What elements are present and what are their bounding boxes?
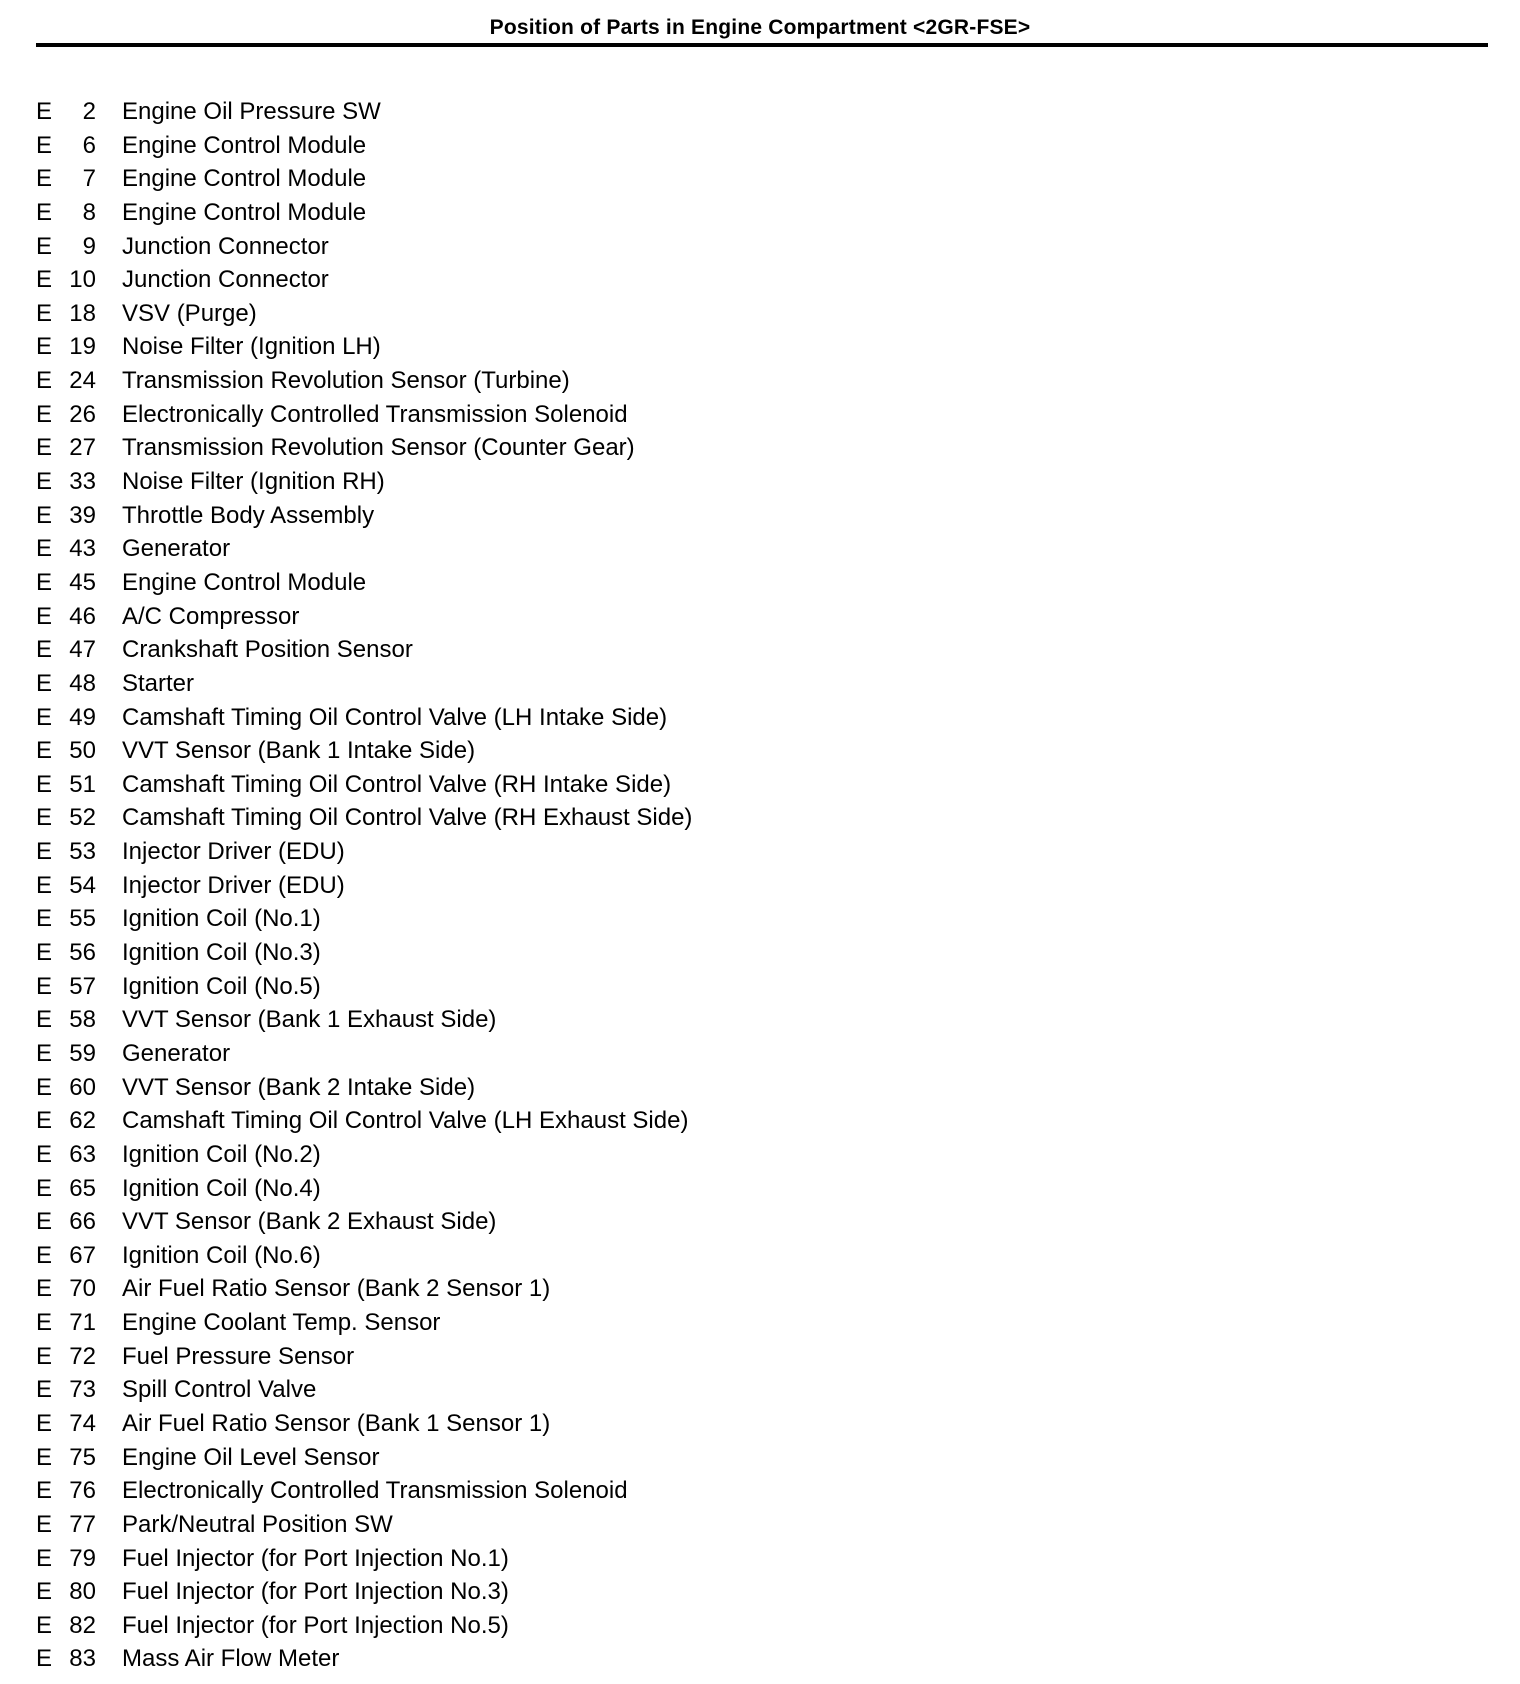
part-code-prefix: E	[36, 1510, 53, 1538]
part-code-prefix: E	[36, 333, 53, 361]
part-code-prefix: E	[36, 1477, 53, 1505]
part-code-prefix: E	[36, 98, 53, 125]
part-name: Ignition Coil (No.3)	[122, 939, 321, 967]
title-underline	[36, 43, 1488, 47]
part-code-prefix: E	[36, 1140, 53, 1168]
part-name: Transmission Revolution Sensor (Counter Gear)	[122, 434, 635, 462]
part-name: Ignition Coil (No.4)	[122, 1174, 321, 1202]
part-code-prefix: E	[36, 871, 53, 899]
part-code-prefix: E	[36, 972, 53, 1000]
part-code-number: 7	[82, 165, 96, 193]
part-name: Camshaft Timing Oil Control Valve (LH Exhaust Side)	[122, 1107, 689, 1135]
part-code-number: 59	[69, 1039, 96, 1067]
part-name: VVT Sensor (Bank 2 Intake Side)	[122, 1073, 476, 1101]
part-code-prefix: E	[36, 1578, 53, 1606]
part-name: Ignition Coil (No.6)	[122, 1241, 321, 1269]
part-name: Noise Filter (Ignition RH)	[122, 468, 385, 496]
part-code-prefix: E	[36, 501, 53, 529]
part-code-number: 54	[69, 871, 96, 899]
part-name: Engine Control Module	[122, 568, 367, 596]
part-code-number: 62	[69, 1107, 96, 1135]
part-code-prefix: E	[36, 1342, 53, 1370]
part-code-number: 27	[69, 434, 96, 462]
part-code-prefix: E	[36, 939, 53, 967]
part-code-number: 79	[69, 1544, 96, 1572]
part-code-number: 10	[69, 266, 96, 294]
part-code-number: 72	[69, 1342, 96, 1370]
part-name: Ignition Coil (No.2)	[122, 1140, 321, 1168]
part-code-number: 73	[69, 1376, 96, 1404]
part-code-prefix: E	[36, 1275, 53, 1303]
part-name: Ignition Coil (No.5)	[122, 972, 321, 1000]
part-code-prefix: E	[36, 1174, 53, 1202]
part-name: Fuel Injector (for Port Injection No.3)	[122, 1578, 509, 1606]
part-code-number: 18	[69, 299, 96, 327]
part-code-number: 56	[69, 939, 96, 967]
part-code-number: 63	[69, 1140, 96, 1168]
part-code-number: 52	[69, 804, 96, 832]
part-code-prefix: E	[36, 165, 53, 193]
part-name: Fuel Injector (for Port Injection No.1)	[122, 1544, 509, 1572]
part-name: Park/Neutral Position SW	[122, 1510, 393, 1538]
part-name: Camshaft Timing Oil Control Valve (RH Exhaust Side)	[122, 804, 693, 832]
part-name: VVT Sensor (Bank 1 Exhaust Side)	[122, 1006, 497, 1034]
part-code-prefix: E	[36, 568, 53, 596]
part-code-prefix: E	[36, 400, 53, 428]
part-code-prefix: E	[36, 232, 53, 260]
part-code-number: 71	[69, 1309, 96, 1337]
part-code-prefix: E	[36, 1443, 53, 1471]
part-name: VSV (Purge)	[122, 299, 257, 327]
part-name: Electronically Controlled Transmission Solenoid	[122, 400, 628, 428]
part-code-number: 57	[69, 972, 96, 1000]
part-code-number: 70	[69, 1275, 96, 1303]
page-title: Position of Parts in Engine Compartment <2GR-FSE>	[489, 16, 1031, 39]
part-code-number: 66	[69, 1208, 96, 1236]
part-code-number: 75	[69, 1443, 96, 1471]
part-name: Camshaft Timing Oil Control Valve (RH Intake Side)	[122, 770, 672, 798]
part-code-number: 39	[69, 501, 96, 529]
part-code-number: 24	[69, 367, 96, 395]
part-name: Engine Coolant Temp. Sensor	[122, 1309, 441, 1337]
part-code-number: 74	[69, 1409, 96, 1437]
part-code-number: 43	[69, 535, 96, 563]
part-code-prefix: E	[36, 703, 53, 731]
part-code-prefix: E	[36, 198, 53, 226]
part-code-number: 19	[69, 333, 96, 361]
part-code-number: 48	[69, 669, 96, 697]
part-name: A/C Compressor	[122, 602, 300, 630]
part-name: VVT Sensor (Bank 2 Exhaust Side)	[122, 1208, 497, 1236]
part-code-prefix: E	[36, 1544, 53, 1572]
part-code-number: 67	[69, 1241, 96, 1269]
part-code-prefix: E	[36, 1409, 53, 1437]
part-name: Air Fuel Ratio Sensor (Bank 1 Sensor 1)	[122, 1409, 551, 1437]
part-name: Fuel Pressure Sensor	[122, 1342, 355, 1370]
part-code-prefix: E	[36, 468, 53, 496]
part-code-prefix: E	[36, 299, 53, 327]
part-code-number: 50	[69, 737, 96, 765]
part-code-prefix: E	[36, 1376, 53, 1404]
part-code-number: 51	[69, 770, 96, 798]
part-code-number: 77	[69, 1510, 96, 1538]
part-code-prefix: E	[36, 434, 53, 462]
part-name: Injector Driver (EDU)	[122, 838, 345, 866]
part-name: Junction Connector	[122, 232, 329, 260]
part-name: Engine Control Module	[122, 198, 367, 226]
part-code-number: 2	[82, 98, 96, 125]
part-name: Ignition Coil (No.1)	[122, 905, 321, 933]
part-name: Transmission Revolution Sensor (Turbine)	[122, 367, 570, 395]
part-code-prefix: E	[36, 1006, 53, 1034]
part-code-prefix: E	[36, 266, 53, 294]
part-code-number: 82	[69, 1611, 96, 1639]
part-code-number: 26	[69, 400, 96, 428]
part-name: Camshaft Timing Oil Control Valve (LH Intake Side)	[122, 703, 668, 731]
part-code-prefix: E	[36, 804, 53, 832]
part-code-prefix: E	[36, 1107, 53, 1135]
part-code-number: 8	[82, 198, 96, 226]
part-code-number: 80	[69, 1578, 96, 1606]
part-name: Spill Control Valve	[122, 1376, 317, 1404]
part-code-number: 53	[69, 838, 96, 866]
part-name: Mass Air Flow Meter	[122, 1645, 340, 1673]
part-name: Injector Driver (EDU)	[122, 871, 345, 899]
part-name: Engine Control Module	[122, 131, 367, 159]
part-name: Junction Connector	[122, 266, 329, 294]
part-code-number: 83	[69, 1645, 96, 1673]
part-code-prefix: E	[36, 367, 53, 395]
part-code-prefix: E	[36, 770, 53, 798]
part-code-prefix: E	[36, 602, 53, 630]
part-code-number: 65	[69, 1174, 96, 1202]
part-code-prefix: E	[36, 1073, 53, 1101]
part-name: Engine Oil Pressure SW	[122, 98, 381, 125]
part-code-prefix: E	[36, 669, 53, 697]
part-code-prefix: E	[36, 1039, 53, 1067]
part-name: Fuel Injector (for Port Injection No.5)	[122, 1611, 509, 1639]
part-code-number: 49	[69, 703, 96, 731]
part-code-prefix: E	[36, 1208, 53, 1236]
part-code-number: 33	[69, 468, 96, 496]
part-name: Throttle Body Assembly	[122, 501, 375, 529]
part-code-number: 46	[69, 602, 96, 630]
part-name: Engine Oil Level Sensor	[122, 1443, 380, 1471]
part-code-number: 76	[69, 1477, 96, 1505]
part-code-number: 58	[69, 1006, 96, 1034]
part-code-prefix: E	[36, 838, 53, 866]
part-code-number: 55	[69, 905, 96, 933]
part-name: VVT Sensor (Bank 1 Intake Side)	[122, 737, 476, 765]
part-code-number: 9	[82, 232, 96, 260]
part-name: Starter	[122, 669, 195, 697]
part-name: Generator	[122, 535, 231, 563]
part-code-prefix: E	[36, 131, 53, 159]
part-code-number: 47	[69, 636, 96, 664]
part-name: Air Fuel Ratio Sensor (Bank 2 Sensor 1)	[122, 1275, 551, 1303]
part-code-number: 45	[69, 568, 96, 596]
part-code-prefix: E	[36, 535, 53, 563]
part-name: Crankshaft Position Sensor	[122, 636, 413, 664]
part-code-number: 6	[82, 131, 96, 159]
part-code-prefix: E	[36, 636, 53, 664]
part-code-prefix: E	[36, 1309, 53, 1337]
part-name: Generator	[122, 1039, 231, 1067]
part-code-prefix: E	[36, 1611, 53, 1639]
part-name: Electronically Controlled Transmission Solenoid	[122, 1477, 628, 1505]
part-code-prefix: E	[36, 905, 53, 933]
part-code-prefix: E	[36, 1645, 53, 1673]
part-code-number: 60	[69, 1073, 96, 1101]
part-code-prefix: E	[36, 737, 53, 765]
part-name: Engine Control Module	[122, 165, 367, 193]
part-name: Noise Filter (Ignition LH)	[122, 333, 381, 361]
part-code-prefix: E	[36, 1241, 53, 1269]
